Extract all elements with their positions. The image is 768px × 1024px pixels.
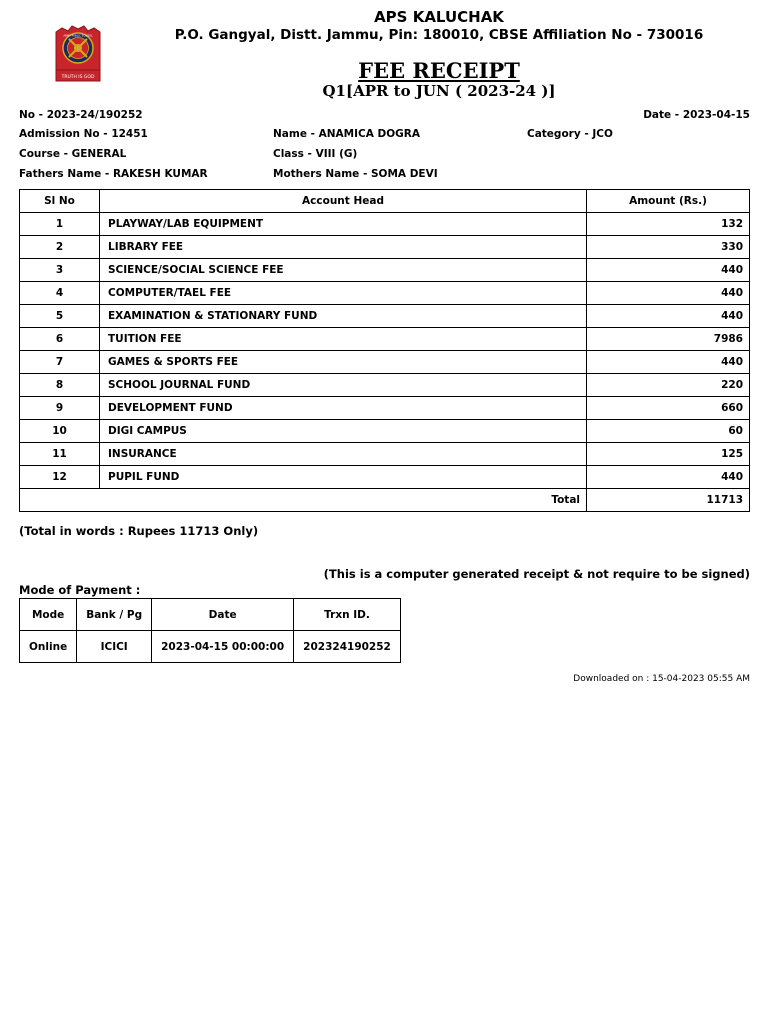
row-account-head: COMPUTER/TAEL FEE — [100, 282, 587, 305]
row-amount: 660 — [587, 397, 750, 420]
payment-trxn-id: 202324190252 — [294, 631, 401, 663]
row-amount: 132 — [587, 213, 750, 236]
row-account-head: DEVELOPMENT FUND — [100, 397, 587, 420]
row-sl-no: 2 — [20, 236, 100, 259]
payment-header-row — [20, 599, 401, 631]
column-header: Amount (Rs.) — [587, 190, 750, 213]
row-amount: 7986 — [587, 328, 750, 351]
row-amount: 440 — [587, 282, 750, 305]
receipt-date: Date - 2023-04-15 — [643, 109, 750, 121]
row-sl-no: 6 — [20, 328, 100, 351]
table-row — [20, 259, 750, 282]
row-sl-no: 1 — [20, 213, 100, 236]
fee-table — [19, 189, 750, 512]
row-account-head: SCHOOL JOURNAL FUND — [100, 374, 587, 397]
row-account-head: PUPIL FUND — [100, 466, 587, 489]
row-account-head: LIBRARY FEE — [100, 236, 587, 259]
total-blank-cell — [20, 489, 100, 512]
row-amount: 440 — [587, 351, 750, 374]
row-account-head: DIGI CAMPUS — [100, 420, 587, 443]
mother-name: Mothers Name - SOMA DEVI — [273, 168, 438, 180]
column-header: Sl No — [20, 190, 100, 213]
payment-bank: ICICI — [77, 631, 152, 663]
receipt-period: Q1[APR to JUN ( 2023-24 )] — [322, 82, 556, 100]
downloaded-on: Downloaded on : 15-04-2023 05:55 AM — [573, 674, 750, 684]
row-sl-no: 7 — [20, 351, 100, 374]
row-amount: 440 — [587, 466, 750, 489]
school-address: P.O. Gangyal, Distt. Jammu, Pin: 180010, CBSE Affiliation No - 730016 — [174, 27, 704, 43]
column-header: Mode — [20, 599, 77, 631]
row-account-head: EXAMINATION & STATIONARY FUND — [100, 305, 587, 328]
row-amount: 440 — [587, 305, 750, 328]
father-name: Fathers Name - RAKESH KUMAR — [19, 168, 208, 180]
total-in-words: (Total in words : Rupees 11713 Only) — [19, 524, 259, 538]
payment-mode: Online — [20, 631, 77, 663]
table-row — [20, 374, 750, 397]
table-row — [20, 328, 750, 351]
table-row — [20, 420, 750, 443]
total-value: 11713 — [587, 489, 750, 512]
row-amount: 440 — [587, 259, 750, 282]
column-header: Bank / Pg — [77, 599, 152, 631]
payment-row — [20, 631, 401, 663]
column-header: Date — [152, 599, 294, 631]
row-sl-no: 9 — [20, 397, 100, 420]
row-amount: 60 — [587, 420, 750, 443]
row-account-head: PLAYWAY/LAB EQUIPMENT — [100, 213, 587, 236]
row-sl-no: 5 — [20, 305, 100, 328]
row-amount: 330 — [587, 236, 750, 259]
table-row — [20, 282, 750, 305]
table-row — [20, 397, 750, 420]
computer-generated-note: (This is a computer generated receipt & not require to be signed) — [323, 567, 750, 581]
row-sl-no: 12 — [20, 466, 100, 489]
category: Category - JCO — [527, 128, 613, 140]
row-amount: 220 — [587, 374, 750, 397]
table-row — [20, 213, 750, 236]
column-header: Account Head — [100, 190, 587, 213]
table-row — [20, 305, 750, 328]
table-row — [20, 443, 750, 466]
receipt-title: FEE RECEIPT — [358, 58, 520, 83]
row-account-head: INSURANCE — [100, 443, 587, 466]
payment-date: 2023-04-15 00:00:00 — [152, 631, 294, 663]
row-sl-no: 3 — [20, 259, 100, 282]
student-name: Name - ANAMICA DOGRA — [273, 128, 420, 140]
class: Class - VIII (G) — [273, 148, 357, 160]
row-sl-no: 11 — [20, 443, 100, 466]
receipt-number: No - 2023-24/190252 — [19, 109, 143, 121]
table-row — [20, 466, 750, 489]
table-header-row — [20, 190, 750, 213]
row-sl-no: 4 — [20, 282, 100, 305]
column-header: Trxn ID. — [294, 599, 401, 631]
table-row — [20, 236, 750, 259]
table-row — [20, 351, 750, 374]
school-name: APS KALUCHAK — [374, 8, 504, 26]
total-row — [20, 489, 750, 512]
row-account-head: TUITION FEE — [100, 328, 587, 351]
svg-text:TRUTH IS GOD: TRUTH IS GOD — [61, 75, 95, 80]
total-label: Total — [100, 489, 587, 512]
row-sl-no: 10 — [20, 420, 100, 443]
payment-table — [19, 598, 401, 663]
mode-of-payment-title: Mode of Payment : — [19, 583, 141, 597]
row-account-head: GAMES & SPORTS FEE — [100, 351, 587, 374]
row-account-head: SCIENCE/SOCIAL SCIENCE FEE — [100, 259, 587, 282]
svg-text:ARMY PUBLIC SCHOOL: ARMY PUBLIC SCHOOL — [63, 34, 93, 38]
admission-number: Admission No - 12451 — [19, 128, 148, 140]
row-amount: 125 — [587, 443, 750, 466]
course: Course - GENERAL — [19, 148, 126, 160]
row-sl-no: 8 — [20, 374, 100, 397]
